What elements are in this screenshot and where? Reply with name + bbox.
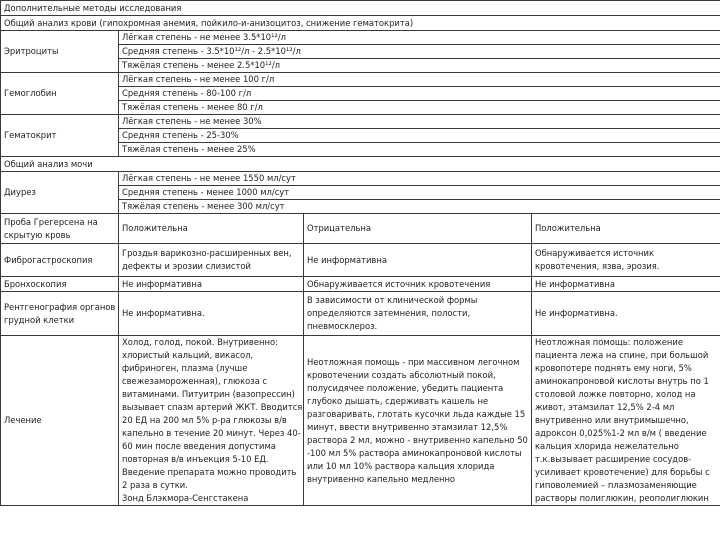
bronch-label: Бронхоскопия: [1, 277, 119, 292]
table-row: [1, 277, 720, 292]
erythrocytes-severe: Тяжёлая степень - менее 2.5*10¹²/л: [119, 59, 720, 73]
table-row: [1, 172, 720, 186]
erythrocytes-label: Эритроциты: [1, 31, 119, 73]
fgds-col1: Гроздья варикозно-расширенных вен, дефекты и эрозии слизистой: [119, 244, 304, 277]
xray-col1: Не информативна.: [119, 292, 304, 336]
table-title: Дополнительные методы исследования: [1, 1, 720, 16]
diuresis-severe: Тяжёлая степень - менее 300 мл/сут: [119, 200, 720, 214]
gregersen-col2: Отрицательна: [304, 214, 532, 244]
diuresis-mild: Лёгкая степень - не менее 1550 мл/сут: [119, 172, 720, 186]
bronch-col3: Не информативна: [532, 277, 720, 292]
table-row: [1, 31, 720, 45]
table-row: [1, 115, 720, 129]
table-row: [1, 244, 720, 277]
xray-col2: В зависимости от клинической формы определяются затемнения, полости, пневмосклероз.: [304, 292, 532, 336]
erythrocytes-mild: Лёгкая степень - не менее 3.5*10¹²/л: [119, 31, 720, 45]
hematocrit-moderate: Средняя степень - 25-30%: [119, 129, 720, 143]
diuresis-label: Диурез: [1, 172, 119, 214]
hemoglobin-mild: Лёгкая степень - не менее 100 г/л: [119, 73, 720, 87]
table-row: [1, 336, 720, 506]
hemoglobin-label: Гемоглобин: [1, 73, 119, 115]
xray-col3: Не информативна.: [532, 292, 720, 336]
table-row: [1, 214, 720, 244]
erythrocytes-moderate: Средняя степень - 3.5*10¹²/л - 2.5*10¹²/л: [119, 45, 720, 59]
blood-test-heading: Общий анализ крови (гипохромная анемия, пойкило-и-анизоцитоз, снижение гематокрита): [1, 16, 720, 31]
fgds-label: Фиброгастроскопия: [1, 244, 119, 277]
hematocrit-mild: Лёгкая степень - не менее 30%: [119, 115, 720, 129]
table-row: [1, 73, 720, 87]
title-row: [1, 1, 720, 16]
hematocrit-severe: Тяжёлая степень - менее 25%: [119, 143, 720, 157]
bronch-col1: Не информативна: [119, 277, 304, 292]
treatment-col2: Неотложная помощь - при массивном легочном кровотечении создать абсолютный покой, полусидячее положение, убедить пациента глубоко дышать, сдерживать кашель не разговаривать, глотать кусочки льда каждые 15 минут, ввести внутривенно этамзилат 12,5% раствора 2 мл, можно - внутривенно капельно 50 -100 мл 5% раствора аминокапроновой кислоты или 10 мл 10% раствора кальция хлорида внутривенно капельно медленно: [304, 336, 532, 506]
hemoglobin-moderate: Средняя степень - 80-100 г/л: [119, 87, 720, 101]
fgds-col3: Обнаруживается источник кровотечения, язва, эрозия.: [532, 244, 720, 277]
bronch-col2: Обнаруживается источник кровотечения: [304, 277, 532, 292]
diuresis-moderate: Средняя степень - менее 1000 мл/сут: [119, 186, 720, 200]
treatment-col1: Холод, голод, покой. Внутривенно: хлористый кальций, викасол, фибриноген, плазма (лучше свежезамороженная), глюкоза с витаминами. Питуитрин (вазопрессин) вызывает спазм артерий ЖКТ. Вводится 20 ЕД на 200 мл 5% р-ра глюкозы в/в капельно в течение 20 минут. Через 40- 60 мин после введения допустима повторная в/в инъекция 5-10 ЕД. Введение препарата можно проводить 2 раза в сутки. Зонд Блэкмора-Сенгстакена: [119, 336, 304, 506]
xray-label: Рентгенография органов грудной клетки: [1, 292, 119, 336]
urine-heading-row: [1, 157, 720, 172]
gregersen-col1: Положительна: [119, 214, 304, 244]
table-row: [1, 292, 720, 336]
hematocrit-label: Гематокрит: [1, 115, 119, 157]
hemoglobin-severe: Тяжёлая степень - менее 80 г/л: [119, 101, 720, 115]
treatment-label: Лечение: [1, 336, 119, 506]
gregersen-col3: Положительна: [532, 214, 720, 244]
urine-test-heading: Общий анализ мочи: [1, 157, 720, 172]
blood-heading-row: [1, 16, 720, 31]
gregersen-label: Проба Грегерсена на скрытую кровь: [1, 214, 119, 244]
treatment-col3: Неотложная помощь: положение пациента лежа на спине, при большой кровопотере поднять ему ноги, 5% аминокапроновой кислоты внутрь по 1 столовой ложке повторно, холод на живот, этамзилат 12,5% 2-4 мл внутривенно или внутримышечно, адроксон 0,025%1-2 мл в/м ( введение кальция хлорида нежелательно т.к.вызывает расширение сосудов- усиливает кровотечение) для борьбы с гиповолемией – плазмозаменяющие растворы полиглюкин, реополиглюкин: [532, 336, 720, 506]
fgds-col2: Не информативна: [304, 244, 532, 277]
